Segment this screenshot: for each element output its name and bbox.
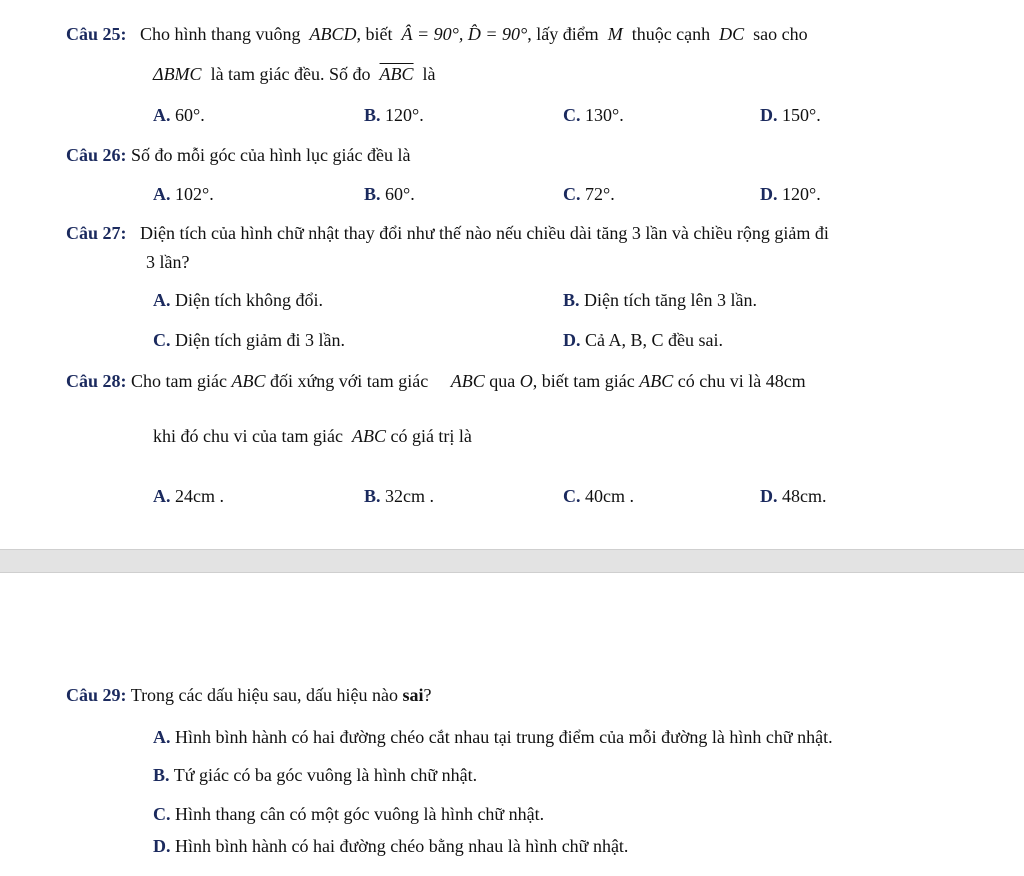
q27-option-d: D. Cả A, B, C đều sai. bbox=[563, 330, 723, 350]
q25-option-d: D. 150°. bbox=[760, 105, 821, 125]
q26-option-d: D. 120°. bbox=[760, 184, 821, 204]
q26-option-b: B. 60°. bbox=[364, 184, 415, 204]
q29-option-c: C. Hình thang cân có một góc vuông là hình chữ nhật. bbox=[153, 804, 545, 824]
q28-text-2a: khi đó chu vi của tam giác bbox=[153, 426, 343, 446]
q29-option-b: B. Tứ giác có ba góc vuông là hình chữ nhật. bbox=[153, 765, 478, 785]
page-break-separator bbox=[0, 549, 1024, 573]
q27-text-1: Diện tích của hình chữ nhật thay đổi như thế nào nếu chiều dài tăng 3 lần và chiều rộng giảm đi bbox=[140, 223, 829, 243]
q25-text-c: , biết bbox=[356, 24, 393, 44]
question-27-label: Câu 27: bbox=[66, 223, 127, 243]
q27-text-2: 3 lần? bbox=[146, 252, 190, 272]
question-25-line-2 bbox=[153, 62, 436, 86]
q28-math-abc-2: ABC bbox=[450, 371, 485, 391]
question-28-label: Câu 28: bbox=[66, 371, 127, 391]
q25-text-e: , lấy điểm bbox=[527, 24, 599, 44]
question-29-label: Câu 29: bbox=[66, 685, 127, 705]
question-28-line-2 bbox=[153, 424, 472, 448]
q25-text-2b: là tam giác đều. Số đo bbox=[210, 64, 371, 84]
q29-text-c: ? bbox=[423, 685, 432, 705]
q28-text-e: qua bbox=[489, 371, 516, 391]
q28-math-abc-3: ABC bbox=[639, 371, 674, 391]
q25-math-dc: DC bbox=[719, 24, 745, 44]
q28-math-o: O bbox=[519, 371, 533, 391]
q28-math-abc-1: ABC bbox=[231, 371, 266, 391]
question-29-line bbox=[66, 683, 432, 707]
q25-math-arc-abc: $\overline{ABC}$ bbox=[379, 64, 414, 84]
q27-option-c: C. Diện tích giảm đi 3 lần. bbox=[153, 330, 345, 350]
q25-math-m: M bbox=[607, 24, 623, 44]
q25-option-c: C. 130°. bbox=[563, 105, 624, 125]
q28-option-a: A. 24cm . bbox=[153, 486, 224, 506]
q25-text-g: thuộc cạnh bbox=[631, 24, 711, 44]
q28-text-g: , biết tam giác bbox=[532, 371, 635, 391]
q28-option-c: C. 40cm . bbox=[563, 486, 634, 506]
q28-math-abc-4: ABC bbox=[351, 426, 386, 446]
q25-text-a: Cho hình thang vuông bbox=[140, 24, 301, 44]
q28-text-a: Cho tam giác bbox=[131, 371, 227, 391]
q27-option-a: A. Diện tích không đổi. bbox=[153, 290, 323, 310]
q26-text: Số đo mỗi góc của hình lục giác đều là bbox=[131, 145, 411, 165]
q29-text-sai: sai bbox=[402, 685, 424, 705]
q25-math-angles: Â = 90°, D̂ = 90° bbox=[401, 24, 528, 44]
q25-option-a: A. 60°. bbox=[153, 105, 205, 125]
question-25-line-1 bbox=[66, 22, 808, 46]
question-27-line-1 bbox=[66, 221, 829, 245]
question-26-line bbox=[66, 143, 410, 167]
q26-option-c: C. 72°. bbox=[563, 184, 615, 204]
q25-text-2d: là bbox=[422, 64, 436, 84]
q25-math-abcd: ABCD bbox=[309, 24, 357, 44]
q27-option-b: B. Diện tích tăng lên 3 lần. bbox=[563, 290, 757, 310]
q28-option-b: B. 32cm . bbox=[364, 486, 435, 506]
q29-option-d: D. Hình bình hành có hai đường chéo bằng nhau là hình chữ nhật. bbox=[153, 836, 629, 856]
q25-math-triangle: ΔBMC bbox=[153, 64, 202, 84]
q28-text-c: đối xứng với tam giác bbox=[270, 371, 429, 391]
q29-option-a: A. Hình bình hành có hai đường chéo cắt nhau tại trung điểm của mỗi đường là hình chữ nhật. bbox=[153, 727, 833, 747]
q26-option-a: A. 102°. bbox=[153, 184, 214, 204]
q28-text-2c: có giá trị là bbox=[390, 426, 472, 446]
question-26-label: Câu 26: bbox=[66, 145, 127, 165]
q28-text-i: có chu vi là 48cm bbox=[677, 371, 806, 391]
question-27-line-2 bbox=[146, 250, 189, 274]
question-25-label: Câu 25: bbox=[66, 24, 127, 44]
q25-text-i: sao cho bbox=[753, 24, 808, 44]
q25-option-b: B. 120°. bbox=[364, 105, 424, 125]
question-28-line-1 bbox=[66, 369, 806, 393]
q29-text-a: Trong các dấu hiệu sau, dấu hiệu nào bbox=[130, 685, 398, 705]
q28-option-d: D. 48cm. bbox=[760, 486, 827, 506]
